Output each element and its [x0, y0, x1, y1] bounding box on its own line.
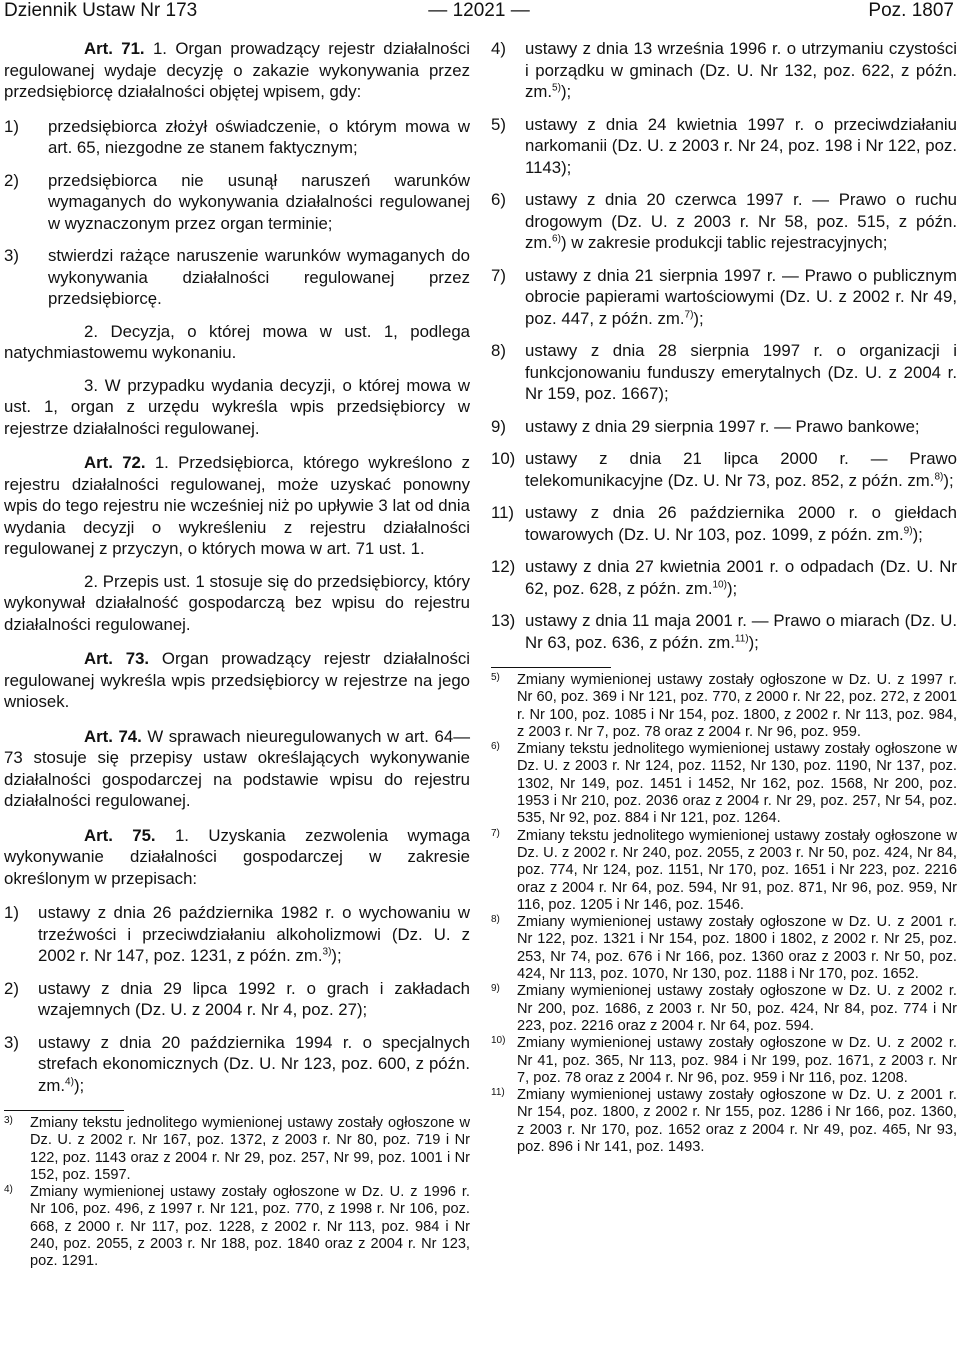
list-item: 13) ustawy z dnia 11 maja 2001 r. — Prawo o miarach (Dz. U. Nr 63, poz. 636, z późn. zm.$^{11)}$);	[491, 611, 957, 652]
list-item: 9) ustawy z dnia 29 sierpnia 1997 r. — Prawo bankowe;	[491, 416, 920, 436]
article-heading: Art. 73.	[84, 649, 150, 668]
footnote: 6) Zmiany tekstu jednolitego wymienionej ustawy zostały ogłoszone w Dz. U. z 2003 r. Nr 124, poz. 1152, Nr 130, poz. 1190, Nr 137, poz. 1302, Nr 149, poz. 1451 i 1452, Nr 162, poz. 1568, Nr 200, poz. 1953 i Nr 210, poz. 2036 oraz z 2004 r. Nr 29, poz. 257, Nr 54, poz. 535, Nr 92, poz. 884 i Nr 121, poz. 1264.	[491, 741, 957, 827]
art74-para: Art. 74. W sprawach nieuregulowanych w art. 64—73 stosuje się przepisy ustaw określających wykonywanie działalności gospodarczej na podstawie wpisu do rejestru działalności regulowanej.	[4, 726, 470, 810]
footnote: 3) Zmiany tekstu jednolitego wymienionej ustawy zostały ogłoszone w Dz. U. z 2002 r. Nr 167, poz. 1372, z 2003 r. Nr 80, poz. 719 i Nr 122, poz. 1143 oraz z 2004 r. Nr 29, poz. 257, Nr 99, poz. 1001 i Nr 152, poz. 1597.	[4, 1115, 470, 1183]
article-heading: Art. 71.	[84, 39, 145, 58]
list-item: 6) ustawy z dnia 20 czerwca 1997 r. — Prawo o ruchu drogowym (Dz. U. z 2003 r. Nr 58, poz. 515, z późn. zm.$^{6)}$) w zakresie produkcji tablic rejestracyjnych;	[491, 190, 957, 252]
art72-para1: Art. 72. 1. Przedsiębiorca, którego wykreślono z rejestru działalności regulowanej, może uzyskać ponowny wpis do tego rejestru nie wcześniej niż po upływie 3 lat od dnia wydania decyzji o wykreśleniu z rejestru działalności regulowanej z przyczyn, o których mowa w art. 71 ust. 1.	[4, 453, 470, 558]
art72-para2: 2. Przepis ust. 1 stosuje się do przedsiębiorcy, który wykonywał działalność gospodarczą bez wpisu do rejestru działalności regulowanej.	[4, 571, 470, 634]
list-item: 8) ustawy z dnia 28 sierpnia 1997 r. o organizacji i funkcjonowaniu funduszy emerytalnych (Dz. U. z 2004 r. Nr 159, poz. 1667);	[491, 341, 957, 403]
list-item: 1) ustawy z dnia 26 października 1982 r. o wychowaniu w trzeźwości i przeciwdziałaniu alkoholizmowi (Dz. U. z 2002 r. Nr 147, poz. 1231, z późn. zm.$^{3)}$);	[4, 903, 470, 965]
art71-para1: Art. 71. 1. Organ prowadzący rejestr działalności regulowanej wydaje decyzję o zakazie wykonywania przez przedsiębiorcę działalności objętej wpisem, gdy:	[4, 39, 470, 101]
page-number: — 12021 —	[428, 0, 530, 21]
list-item: 3) stwierdzi rażące naruszenie warunków wymaganych do wykonywania działalności regulowanej przez przedsiębiorcę.	[4, 246, 470, 308]
art71-para2: 2. Decyzja, o której mowa w ust. 1, podlega natychmiastowemu wykonaniu.	[4, 321, 470, 362]
footnote-divider	[4, 1110, 124, 1111]
list-item: 11) ustawy z dnia 26 października 2000 r. o giełdach towarowych (Dz. U. Nr 103, poz. 1099, z późn. zm.$^{9)}$);	[491, 503, 957, 544]
art73-para: Art. 73. Organ prowadzący rejestr działalności regulowanej wykreśla wpis przedsiębiorcy w rejestrze na jego wniosek.	[4, 649, 470, 711]
footnote: 4) Zmiany wymienionej ustawy zostały ogłoszone w Dz. U. z 1996 r. Nr 106, poz. 496, z 1997 r. Nr 121, poz. 770, z 1998 r. Nr 106, poz. 668, z 2000 r. Nr 117, poz. 1228, z 2002 r. Nr 113, poz. 984 i Nr 240, poz. 2055, z 2003 r. Nr 188, poz. 1840 oraz z 2004 r. Nr 123, poz. 1291.	[4, 1184, 470, 1270]
page-header	[4, 0, 954, 24]
list-item: 3) ustawy z dnia 20 października 1994 r. o specjalnych strefach ekonomicznych (Dz. U. Nr 123, poz. 600, z późn. zm.$^{4)}$);	[4, 1032, 470, 1095]
journal-title: Dziennik Ustaw Nr 173	[4, 0, 198, 21]
footnote: 7) Zmiany tekstu jednolitego wymienionej ustawy zostały ogłoszone w Dz. U. z 2002 r. Nr 240, poz. 2055, z 2003 r. Nr 50, poz. 424, Nr 84, poz. 774, Nr 124, poz. 1151, Nr 170, poz. 1651 i Nr 223, poz. 2216 oraz z 2004 r. Nr 64, poz. 594, Nr 91, poz. 871, Nr 96, poz. 959, Nr 116, poz. 1205 i Nr 146, poz. 1546.	[491, 827, 957, 913]
art71-para3: 3. W przypadku wydania decyzji, o której mowa w ust. 1, organ z urzędu wykreśla wpis przedsiębiorcy w rejestrze działalności regulowanej.	[4, 375, 470, 438]
article-heading: Art. 74.	[84, 726, 142, 746]
position-number: Poz. 1807	[868, 0, 954, 21]
list-item: 10) ustawy z dnia 21 lipca 2000 r. — Prawo telekomunikacyjne (Dz. U. Nr 73, poz. 852, z późn. zm.$^{8)}$);	[491, 449, 957, 490]
article-heading: Art. 72.	[84, 453, 146, 472]
art75-para: Art. 75. 1. Uzyskania zezwolenia wymaga wykonywanie działalności gospodarczej w zakresie określonym w przepisach:	[4, 825, 470, 888]
article-heading: Art. 75.	[84, 825, 156, 845]
footnote: 9) Zmiany wymienionej ustawy zostały ogłoszone w Dz. U. z 2002 r. Nr 200, poz. 1686, z 2003 r. Nr 50, poz. 424, Nr 84, poz. 774 i Nr 223, poz. 2216 oraz z 2004 r. Nr 64, poz. 594.	[491, 983, 957, 1034]
list-item: 7) ustawy z dnia 21 sierpnia 1997 r. — Prawo o publicznym obrocie papierami wartościowymi (Dz. U. z 2002 r. Nr 49, poz. 447, z późn. zm.$^{7)}$);	[491, 265, 957, 328]
list-item: 12) ustawy z dnia 27 kwietnia 2001 r. o odpadach (Dz. U. Nr 62, poz. 628, z późn. zm.$^{10)}$);	[491, 557, 957, 598]
list-item: 5) ustawy z dnia 24 kwietnia 1997 r. o przeciwdziałaniu narkomanii (Dz. U. z 2003 r. Nr 24, poz. 198 i Nr 122, poz. 1143);	[491, 114, 957, 177]
footnote: 11) Zmiany wymienionej ustawy zostały ogłoszone w Dz. U. z 2001 r. Nr 154, poz. 1800, z 2002 r. Nr 155, poz. 1286 i Nr 166, poz. 1360, z 2003 r. Nr 170, poz. 1652 oraz z 2004 r. Nr 49, poz. 465, Nr 93, poz. 896 i Nr 141, poz. 1493.	[491, 1087, 957, 1156]
footnote-divider	[491, 667, 611, 668]
list-item: 4) ustawy z dnia 13 września 1996 r. o utrzymaniu czystości i porządku w gminach (Dz. U. Nr 132, poz. 622, z późn. zm.$^{5)}$);	[491, 39, 957, 101]
right-column	[491, 38, 957, 1156]
footnote: 8) Zmiany wymienionej ustawy zostały ogłoszone w Dz. U. z 2001 r. Nr 122, poz. 1321 i Nr 154, poz. 1800 i 1802, z 2002 r. Nr 25, poz. 253, Nr 74, poz. 676 i Nr 166, poz. 1360 oraz z 2003 r. Nr 50, poz. 424, Nr 113, poz. 1070, Nr 130, poz. 1188 i Nr 170, poz. 1652.	[491, 914, 957, 983]
footnote: 10) Zmiany wymienionej ustawy zostały ogłoszone w Dz. U. z 2002 r. Nr 41, poz. 365, Nr 113, poz. 984 i Nr 199, poz. 1671, z 2003 r. Nr 7, poz. 78 oraz z 2004 r. Nr 96, poz. 959 i Nr 116, poz. 1208.	[491, 1035, 957, 1086]
footnote: 5) Zmiany wymienionej ustawy zostały ogłoszone w Dz. U. z 1997 r. Nr 60, poz. 369 i Nr 121, poz. 770, z 2000 r. Nr 22, poz. 272, z 2001 r. Nr 100, poz. 1085 i Nr 154, poz. 1800, z 2002 r. Nr 113, poz. 984, z 2003 r. Nr 7, poz. 78 oraz z 2004 r. Nr 96, poz. 959.	[491, 672, 957, 740]
list-item: 2) ustawy z dnia 29 lipca 1992 r. o grach i zakładach wzajemnych (Dz. U. z 2004 r. Nr 4, poz. 27);	[4, 978, 470, 1019]
list-item: 1) przedsiębiorca złożył oświadczenie, o którym mowa w art. 65, niezgodne ze stanem faktycznym;	[4, 116, 470, 157]
left-column	[4, 38, 470, 1271]
list-item: 2) przedsiębiorca nie usunął naruszeń warunków wymaganych do wykonywania działalności regulowanej w wyznaczonym przez organ terminie;	[4, 170, 470, 233]
